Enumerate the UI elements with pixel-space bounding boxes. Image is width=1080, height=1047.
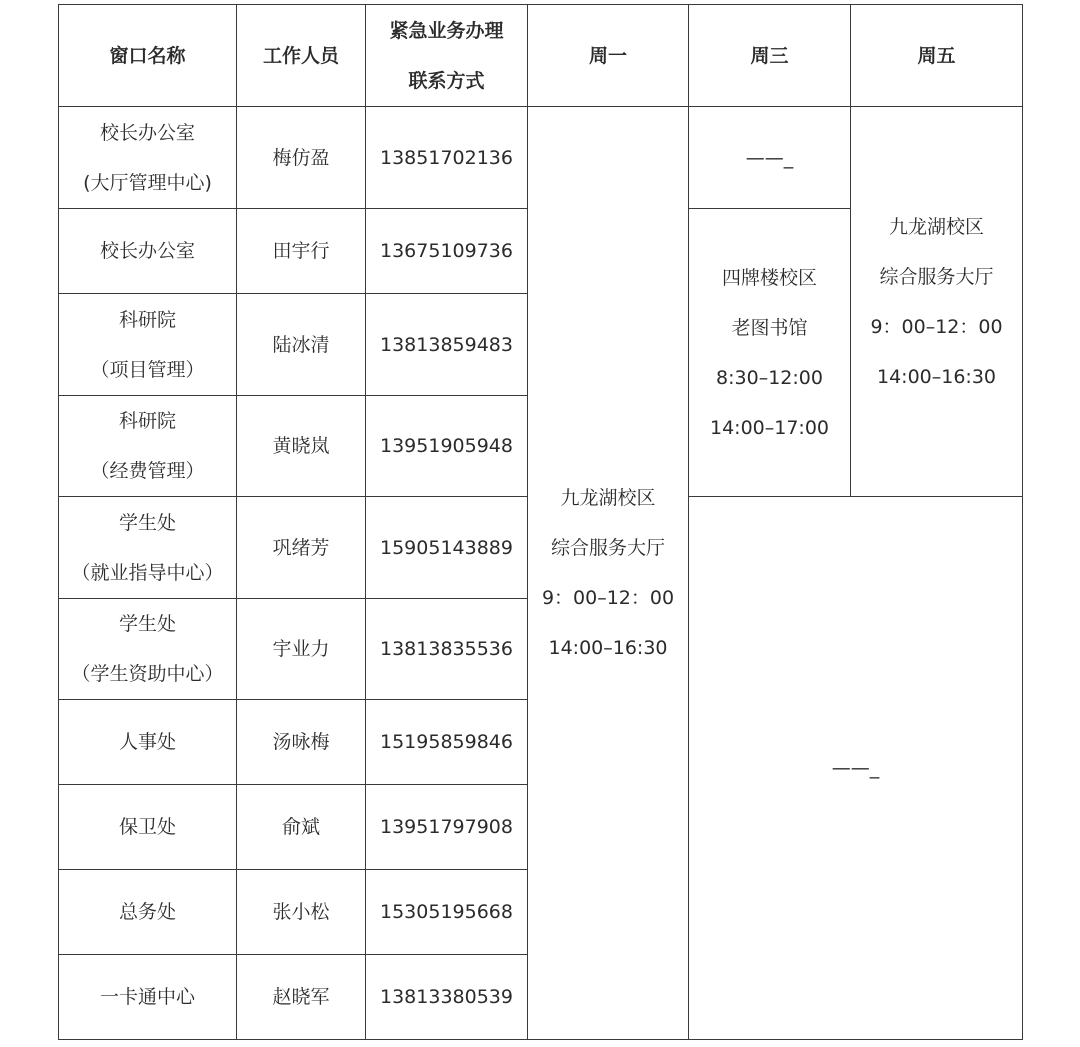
phone-cell: 13851702136 <box>366 107 528 209</box>
phone-cell: 13813835536 <box>366 599 528 700</box>
window-name-cell <box>59 107 237 209</box>
staff-cell: 田宇行 <box>237 209 366 294</box>
header-monday: 周一 <box>528 5 689 107</box>
monday-line3: 9：00–12：00 <box>541 587 675 609</box>
staff-cell: 宇业力 <box>237 599 366 700</box>
wed-fri-lower-empty-cell <box>689 497 1023 1040</box>
window-name-line1: 科研院 <box>118 410 176 432</box>
staff-cell: 张小松 <box>237 870 366 955</box>
wednesday-line1: 四牌楼校区 <box>721 266 817 289</box>
phone-cell: 13951905948 <box>366 396 528 497</box>
header-row <box>59 5 1023 107</box>
window-name-cell <box>59 497 237 599</box>
window-name-cell: 保卫处 <box>59 785 237 870</box>
window-name-line1: 校长办公室 <box>99 121 195 144</box>
friday-line3: 9：00–12：00 <box>870 315 1003 338</box>
window-name-cell <box>59 599 237 700</box>
window-name-cell: 人事处 <box>59 700 237 785</box>
lower-right-dash: ——_ <box>831 757 880 779</box>
window-name-line2: （就业指导中心） <box>71 561 224 584</box>
window-name-cell: 校长办公室 <box>59 209 237 294</box>
header-contact-line2: 联系方式 <box>408 69 485 92</box>
window-name-line2: （学生资助中心） <box>71 663 224 685</box>
staff-cell: 巩绪芳 <box>237 497 366 599</box>
window-name-cell <box>59 294 237 396</box>
wednesday-empty-cell <box>689 107 851 209</box>
friday-line1: 九龙湖校区 <box>888 215 984 238</box>
monday-line4: 14:00–16:30 <box>548 637 668 659</box>
header-staff: 工作人员 <box>237 5 366 107</box>
monday-line2: 综合服务大厅 <box>550 537 665 559</box>
wednesday-dash: ——_ <box>745 146 794 169</box>
monday-line1: 九龙湖校区 <box>560 487 656 509</box>
staff-cell: 赵晓军 <box>237 955 366 1040</box>
window-name-cell: 一卡通中心 <box>59 955 237 1040</box>
staff-cell: 陆冰清 <box>237 294 366 396</box>
phone-cell: 15195859846 <box>366 700 528 785</box>
wednesday-hours-cell <box>689 209 851 497</box>
table-row <box>59 107 1023 209</box>
window-name-line2: （项目管理） <box>90 358 205 381</box>
phone-cell: 13675109736 <box>366 209 528 294</box>
friday-line2: 综合服务大厅 <box>879 265 994 288</box>
window-name-line2: (大厅管理中心) <box>83 171 212 194</box>
staff-cell: 黄晓岚 <box>237 396 366 497</box>
phone-cell: 13813859483 <box>366 294 528 396</box>
phone-cell: 15905143889 <box>366 497 528 599</box>
phone-cell: 13813380539 <box>366 955 528 1040</box>
header-contact <box>366 5 528 107</box>
window-name-line1: 学生处 <box>118 613 176 635</box>
header-wednesday: 周三 <box>689 5 851 107</box>
monday-hours-cell <box>528 107 689 1040</box>
staff-cell: 俞斌 <box>237 785 366 870</box>
header-friday: 周五 <box>851 5 1023 107</box>
window-name-cell: 总务处 <box>59 870 237 955</box>
phone-cell: 15305195668 <box>366 870 528 955</box>
phone-cell: 13951797908 <box>366 785 528 870</box>
staff-cell: 梅仿盈 <box>237 107 366 209</box>
friday-line4: 14:00–16:30 <box>876 365 996 388</box>
header-window-name: 窗口名称 <box>59 5 237 107</box>
wednesday-line3: 8:30–12:00 <box>716 366 823 389</box>
service-window-schedule-table <box>58 4 1023 1040</box>
friday-hours-cell <box>851 107 1023 497</box>
window-name-line2: （经费管理） <box>90 460 205 482</box>
wednesday-line4: 14:00–17:00 <box>709 416 829 439</box>
window-name-line1: 学生处 <box>118 511 176 534</box>
wednesday-line2: 老图书馆 <box>731 316 808 339</box>
window-name-cell <box>59 396 237 497</box>
header-contact-line1: 紧急业务办理 <box>389 19 504 42</box>
staff-cell: 汤咏梅 <box>237 700 366 785</box>
window-name-line1: 科研院 <box>118 308 176 331</box>
